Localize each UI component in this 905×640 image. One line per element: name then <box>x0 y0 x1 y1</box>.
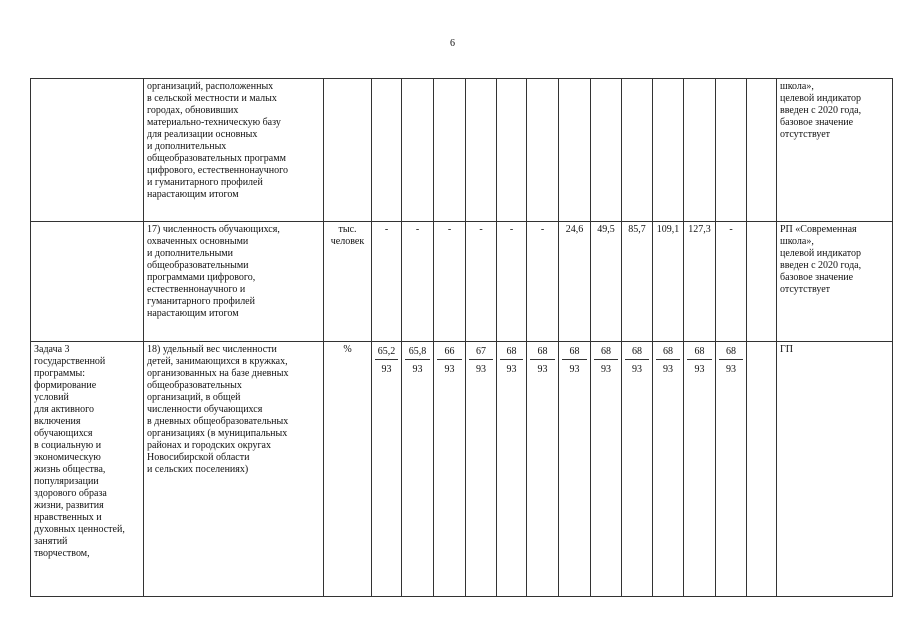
value-bottom: 93 <box>726 364 736 375</box>
value-cell <box>591 342 622 597</box>
value-cell <box>402 79 434 222</box>
value-bottom: 93 <box>506 364 517 375</box>
value-cell <box>716 342 747 597</box>
value-cell: - <box>527 222 559 342</box>
value-bottom: 93 <box>537 364 548 375</box>
value-top: 65,2 <box>375 344 398 360</box>
value-cell <box>747 79 777 222</box>
value-cell <box>622 342 653 597</box>
note-cell: ГП <box>777 342 893 597</box>
value-bottom: 93 <box>476 364 486 375</box>
value-top: 68 <box>594 344 618 360</box>
unit-cell <box>324 79 372 222</box>
unit-cell: тыс. человек <box>324 222 372 342</box>
value-cell <box>497 79 527 222</box>
value-cell <box>622 79 653 222</box>
value-bottom: 93 <box>381 364 392 375</box>
value-top: 68 <box>625 344 649 360</box>
value-cell <box>653 79 684 222</box>
value-cell: 24,6 <box>559 222 591 342</box>
table-row <box>31 79 893 222</box>
value-cell <box>747 222 777 342</box>
indicators-table <box>30 78 893 597</box>
value-top: 65,8 <box>405 344 430 360</box>
value-cell <box>466 79 497 222</box>
value-bottom: 93 <box>663 364 673 375</box>
indicator-cell: 17) численность обучающихся, охваченных основными и дополнительными общеобразовательными программами цифрового, естественнонаучного и гуманитарного профилей нарастающим итогом <box>144 222 324 342</box>
value-cell <box>527 79 559 222</box>
unit-cell: % <box>324 342 372 597</box>
indicator-cell: 18) удельный вес численности детей, занимающихся в кружках, организованных на базе дневных общеобразовательных организаций, в общей численности обучающихся в дневных общеобразовательных организациях (в муниципальных районах и городских округах Новосибирской области и сельских поселениях) <box>144 342 324 597</box>
value-cell <box>497 342 527 597</box>
value-top: 67 <box>469 344 493 360</box>
indicator-cell: организаций, расположенных в сельской местности и малых городах, обновивших материально-техническую базу для реализации основных и дополнительных общеобразовательных программ цифрового, естественнонаучного и гуманитарного профилей нарастающим итогом <box>144 79 324 222</box>
value-top: 68 <box>719 344 743 360</box>
value-cell <box>559 79 591 222</box>
value-bottom: 93 <box>444 364 455 375</box>
value-cell: 109,1 <box>653 222 684 342</box>
value-cell <box>434 79 466 222</box>
value-top: 68 <box>687 344 712 360</box>
value-cell <box>684 342 716 597</box>
value-cell <box>559 342 591 597</box>
value-cell <box>402 342 434 597</box>
task-cell <box>31 79 144 222</box>
value-cell: - <box>497 222 527 342</box>
value-cell: - <box>402 222 434 342</box>
value-top: 68 <box>656 344 680 360</box>
value-cell: - <box>716 222 747 342</box>
note-cell: школа», целевой индикатор введен с 2020 года, базовое значение отсутствует <box>777 79 893 222</box>
value-cell: - <box>372 222 402 342</box>
value-top: 68 <box>500 344 523 360</box>
table-row <box>31 342 893 597</box>
value-cell: 85,7 <box>622 222 653 342</box>
value-cell: - <box>466 222 497 342</box>
task-cell: Задача 3 государственной программы: формирование условий для активного включения обучающихся в социальную и экономическую жизнь общества, популяризации здорового образа жизни, развития нравственных и духовных ценностей, занятий творчеством, <box>31 342 144 597</box>
value-cell <box>434 342 466 597</box>
page-number: 6 <box>450 38 455 49</box>
value-cell <box>653 342 684 597</box>
value-bottom: 93 <box>694 364 705 375</box>
value-cell <box>527 342 559 597</box>
note-cell: РП «Современная школа», целевой индикатор введен с 2020 года, базовое значение отсутствует <box>777 222 893 342</box>
value-cell <box>747 342 777 597</box>
value-cell <box>684 79 716 222</box>
value-cell: - <box>434 222 466 342</box>
value-cell <box>372 79 402 222</box>
value-cell <box>466 342 497 597</box>
value-bottom: 93 <box>569 364 580 375</box>
table-row <box>31 222 893 342</box>
value-cell: 127,3 <box>684 222 716 342</box>
value-bottom: 93 <box>632 364 642 375</box>
value-bottom: 93 <box>601 364 611 375</box>
value-cell <box>716 79 747 222</box>
value-cell: 49,5 <box>591 222 622 342</box>
task-cell <box>31 222 144 342</box>
value-bottom: 93 <box>412 364 423 375</box>
value-top: 66 <box>437 344 462 360</box>
value-top: 68 <box>530 344 555 360</box>
value-cell <box>372 342 402 597</box>
value-top: 68 <box>562 344 587 360</box>
value-cell <box>591 79 622 222</box>
